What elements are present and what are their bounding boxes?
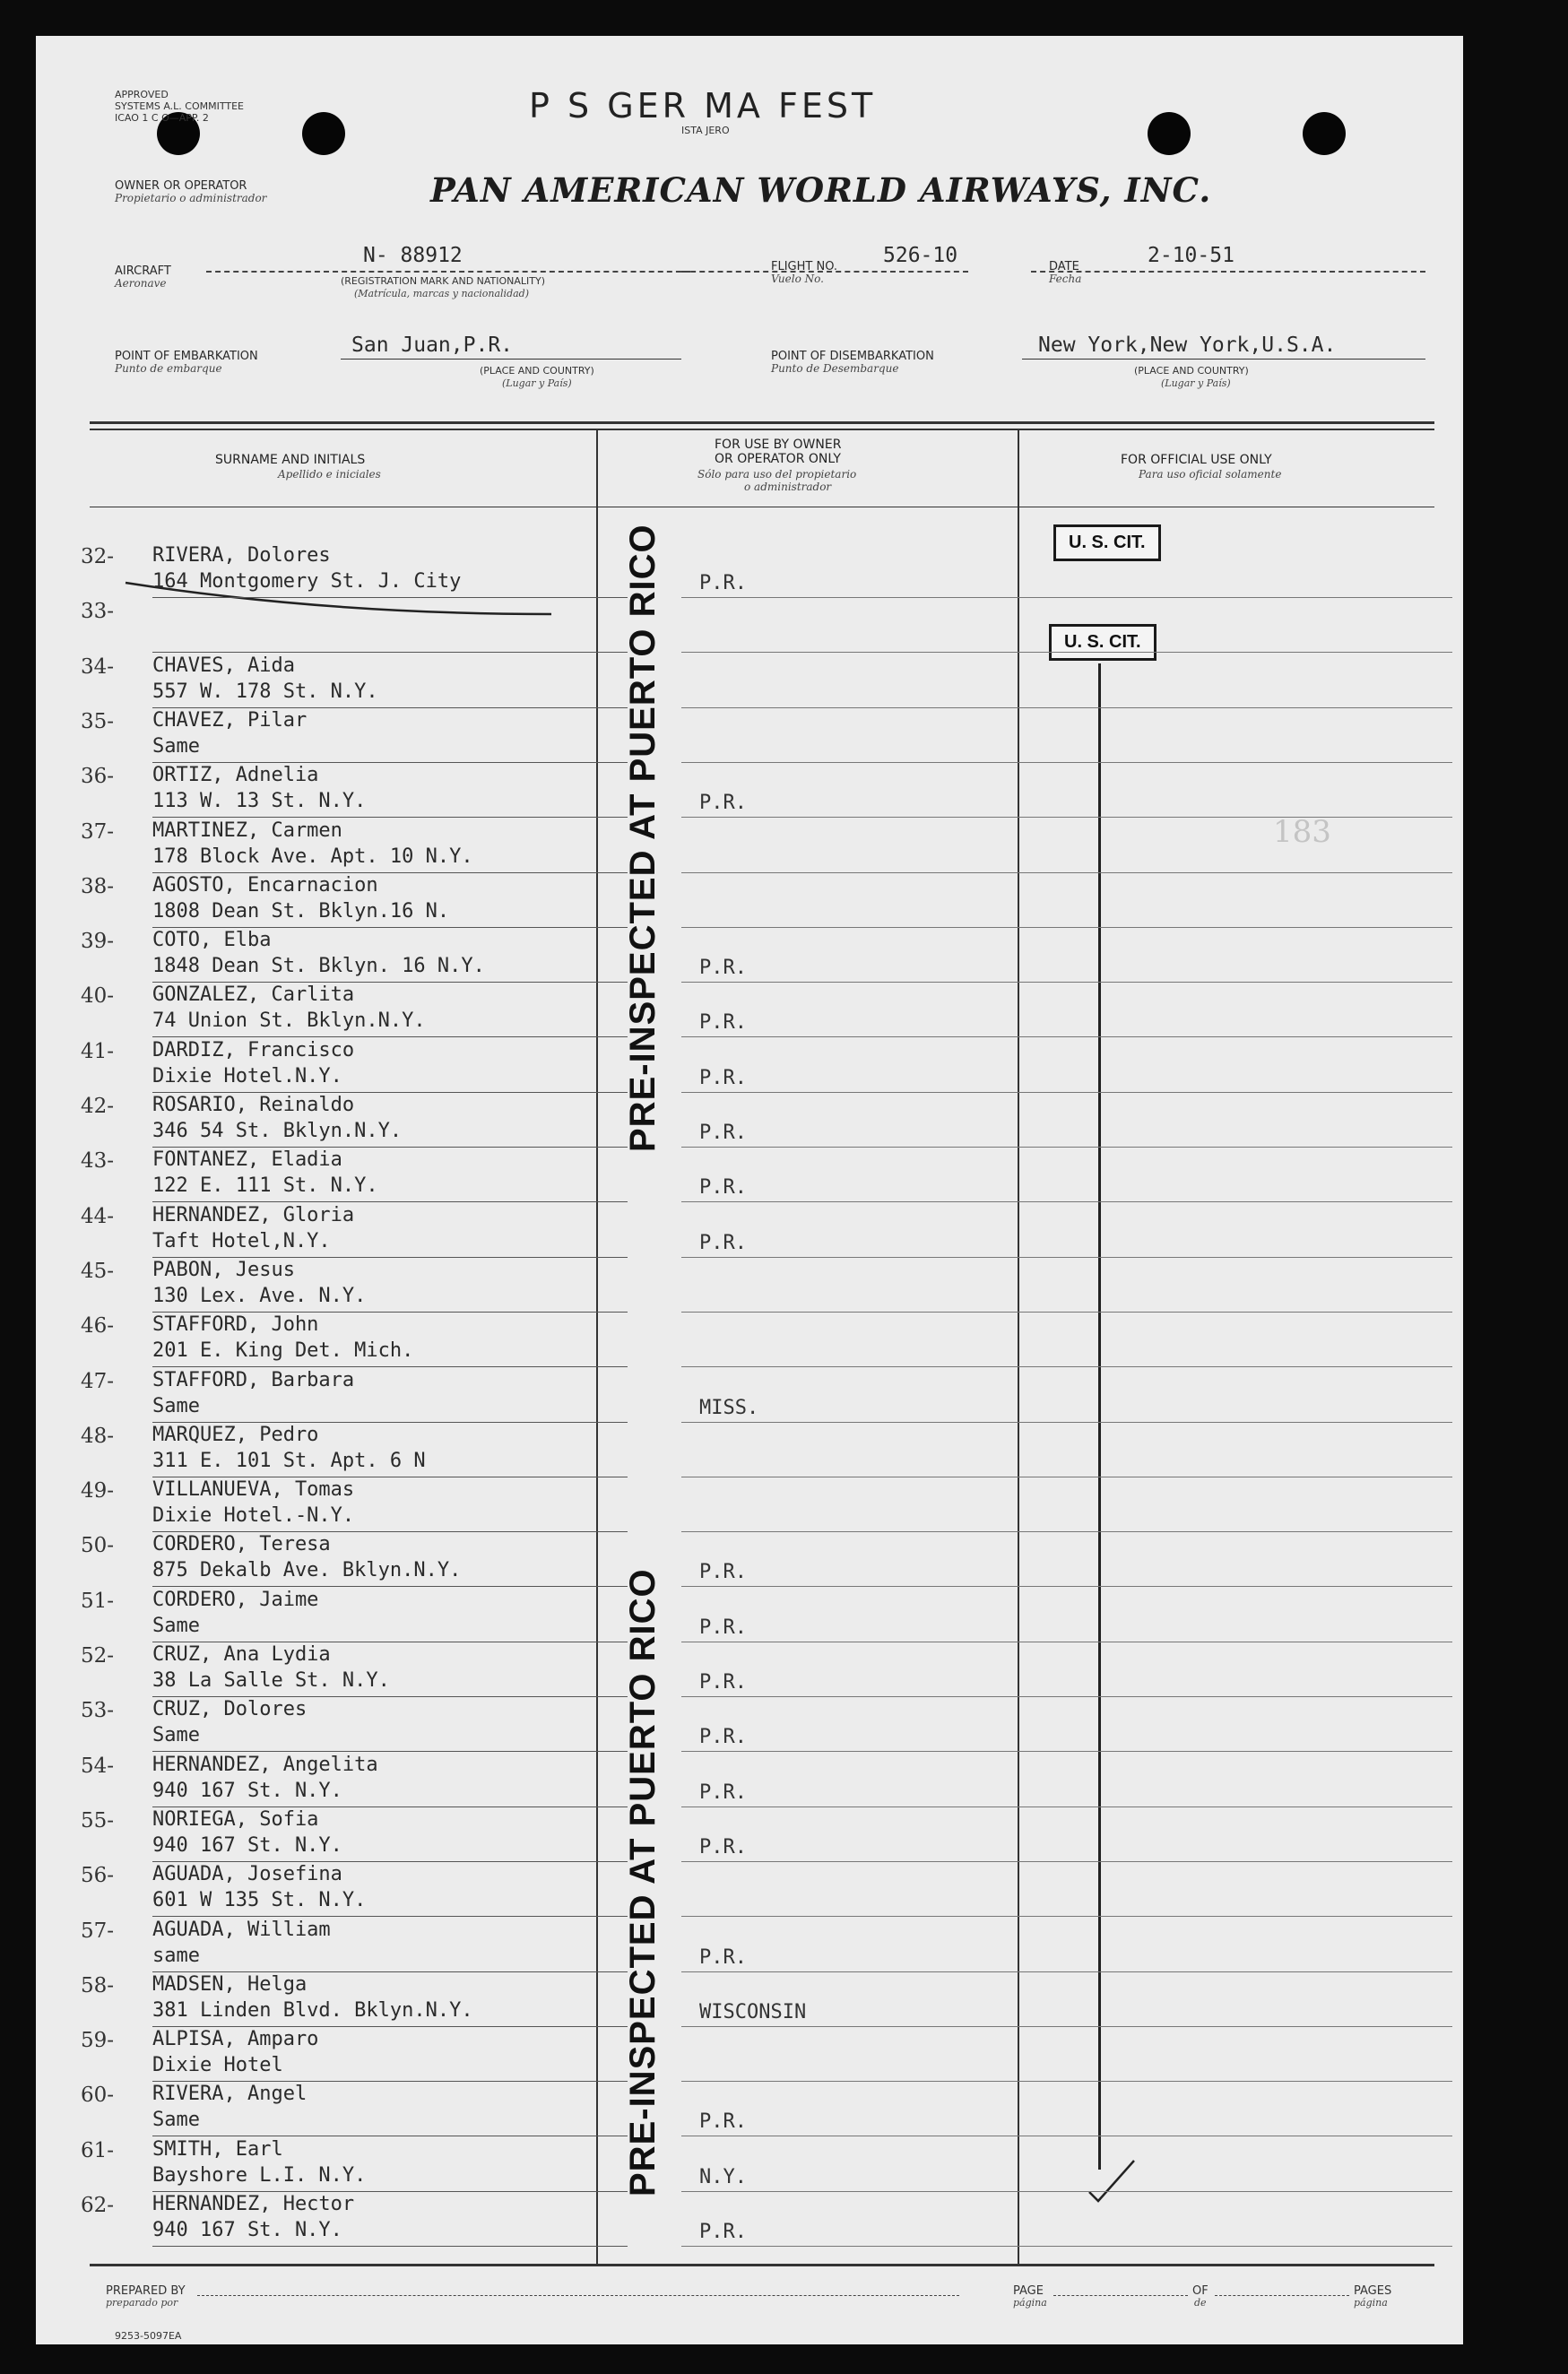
row-rule: [152, 2191, 628, 2192]
date-label-es: Fecha: [1049, 273, 1082, 285]
row-rule: [152, 1201, 628, 1202]
row-number: 61-: [81, 2139, 115, 2162]
owner-use-mark: P.R.: [699, 1726, 747, 1748]
row-rule: [152, 1312, 628, 1313]
row-rule-right: [681, 1916, 1452, 1917]
col-surname-header: SURNAME AND INITIALS: [215, 453, 366, 467]
row-rule-right: [681, 2246, 1452, 2247]
punch-hole-2: [302, 112, 345, 155]
pages-label: PAGES: [1354, 2284, 1392, 2298]
owner-use-mark: P.R.: [699, 2221, 747, 2243]
row-rule-right: [681, 1806, 1452, 1807]
aircraft-label: AIRCRAFT: [115, 264, 171, 278]
row-number: 59-: [81, 2029, 115, 2052]
passenger-address: Dixie Hotel: [152, 2054, 283, 2076]
approval-line-3: ICAO 1 C O—APP. 2: [115, 112, 209, 124]
owner-use-mark: P.R.: [699, 572, 747, 594]
passenger-name: COTO, Elba: [152, 929, 272, 951]
row-rule: [152, 762, 628, 763]
passenger-name: MARTINEZ, Carmen: [152, 819, 342, 842]
row-rule-right: [681, 2026, 1452, 2027]
passenger-address: 557 W. 178 St. N.Y.: [152, 680, 378, 703]
passenger-address: 601 W 135 St. N.Y.: [152, 1889, 367, 1911]
row-number: 47-: [81, 1370, 115, 1393]
row-rule: [152, 1751, 628, 1752]
passenger-address: 1808 Dean St. Bklyn.16 N.: [152, 900, 450, 923]
manifest-sheet: [36, 36, 1463, 2344]
row-number: 37-: [81, 820, 115, 844]
owner-use-mark: MISS.: [699, 1397, 759, 1419]
row-number: 60-: [81, 2084, 115, 2107]
disembark-caption: (PLACE AND COUNTRY): [1134, 365, 1249, 377]
row-rule-right: [681, 1092, 1452, 1093]
passenger-name: PABON, Jesus: [152, 1259, 295, 1281]
passenger-name: CORDERO, Teresa: [152, 1533, 331, 1555]
passenger-name: RIVERA, Dolores: [152, 544, 331, 567]
row-rule-right: [681, 1531, 1452, 1532]
row-rule: [152, 1861, 628, 1862]
approval-line-2: SYSTEMS A.L. COMMITTEE: [115, 100, 244, 112]
check-mark: [1085, 2152, 1139, 2205]
row-rule-right: [681, 1201, 1452, 1202]
preinspected-stamp-2: PRE-INSPECTED AT PUERTO RICO: [623, 1568, 663, 2196]
passenger-address: 381 Linden Blvd. Bklyn.N.Y.: [152, 1999, 473, 2022]
passenger-name: GONZALEZ, Carlita: [152, 983, 355, 1006]
passenger-address: Same: [152, 1724, 200, 1746]
passenger-name: AGUADA, Josefina: [152, 1863, 342, 1885]
passenger-name: CHAVES, Aida: [152, 654, 295, 677]
passenger-address: 940 167 St. N.Y.: [152, 2219, 342, 2241]
page-label: PAGE: [1013, 2284, 1044, 2298]
row-rule-right: [681, 1696, 1452, 1697]
approval-line-1: APPROVED: [115, 89, 169, 100]
owner-use-mark: P.R.: [699, 1176, 747, 1199]
row-rule: [152, 1422, 628, 1423]
owner-use-mark: P.R.: [699, 792, 747, 814]
row-number: 52-: [81, 1644, 115, 1668]
row-number: 41-: [81, 1040, 115, 1063]
registration-value: N- 88912: [363, 244, 463, 267]
row-rule-right: [681, 1036, 1452, 1037]
prepared-by-label-es: preparado por: [106, 2297, 178, 2309]
aircraft-label-es: Aeronave: [115, 277, 167, 290]
passenger-address: 130 Lex. Ave. N.Y.: [152, 1285, 367, 1307]
passenger-address: 346 54 St. Bklyn.N.Y.: [152, 1120, 403, 1142]
row-rule-right: [681, 2081, 1452, 2082]
date-value: 2-10-51: [1148, 244, 1234, 267]
flight-label-es: Vuelo No.: [771, 273, 824, 285]
passenger-address: Dixie Hotel.-N.Y.: [152, 1504, 355, 1527]
row-rule: [152, 927, 628, 928]
row-number: 46-: [81, 1314, 115, 1338]
flight-number: 526-10: [883, 244, 958, 267]
row-rule: [152, 1696, 628, 1697]
owner-use-mark: P.R.: [699, 1067, 747, 1089]
row-number: 54-: [81, 1755, 115, 1778]
col-owner-sub-1: Sólo para uso del propietario: [697, 468, 857, 481]
passenger-address: 38 La Salle St. N.Y.: [152, 1669, 390, 1692]
row-rule: [152, 872, 628, 873]
row-rule: [152, 2026, 628, 2027]
passenger-address: Bayshore L.I. N.Y.: [152, 2164, 367, 2187]
row-rule-right: [681, 1971, 1452, 1972]
passenger-name: HERNANDEZ, Gloria: [152, 1204, 355, 1226]
embark-label: POINT OF EMBARKATION: [115, 350, 258, 363]
passenger-address: 201 E. King Det. Mich.: [152, 1339, 414, 1362]
passenger-address: 178 Block Ave. Apt. 10 N.Y.: [152, 845, 473, 868]
row-rule-right: [681, 1422, 1452, 1423]
row-number: 50-: [81, 1534, 115, 1557]
us-cit-stamp-1: U. S. CIT.: [1053, 524, 1161, 561]
passenger-address: 875 Dekalb Ave. Bklyn.N.Y.: [152, 1559, 462, 1581]
owner-use-mark: P.R.: [699, 1781, 747, 1804]
owner-use-mark: WISCONSIN: [699, 2001, 807, 2023]
row-rule-right: [681, 817, 1452, 818]
row-number: 44-: [81, 1205, 115, 1228]
owner-use-mark: P.R.: [699, 1671, 747, 1694]
row-rule: [152, 817, 628, 818]
form-code: 9253-5097EA: [115, 2330, 182, 2342]
owner-use-mark: P.R.: [699, 1011, 747, 1034]
row-rule-right: [681, 762, 1452, 763]
owner-use-mark: P.R.: [699, 1946, 747, 1969]
row-rule-right: [681, 927, 1452, 928]
of-label: OF: [1192, 2284, 1208, 2298]
row-number: 53-: [81, 1699, 115, 1722]
row-rule-right: [681, 1751, 1452, 1752]
row-rule-right: [681, 652, 1452, 653]
punch-hole-3: [1148, 112, 1191, 155]
row-rule-right: [681, 2191, 1452, 2192]
row-number: 42-: [81, 1095, 115, 1118]
owner-use-mark: P.R.: [699, 1561, 747, 1583]
passenger-address: 74 Union St. Bklyn.N.Y.: [152, 1009, 426, 1032]
passenger-name: ORTIZ, Adnelia: [152, 764, 319, 786]
row-rule: [152, 1147, 628, 1148]
row-rule-right: [681, 597, 1452, 598]
row-number: 62-: [81, 2194, 115, 2217]
faint-number: 183: [1273, 814, 1331, 850]
row-rule: [152, 1092, 628, 1093]
row-number: 55-: [81, 1809, 115, 1832]
punch-hole-4: [1303, 112, 1346, 155]
embark-value: San Juan,P.R.: [351, 334, 514, 357]
passenger-address: Dixie Hotel.N.Y.: [152, 1065, 342, 1087]
row-number: 57-: [81, 1919, 115, 1943]
passenger-address: Same: [152, 735, 200, 758]
passenger-name: MARQUEZ, Pedro: [152, 1424, 319, 1446]
passenger-name: CRUZ, Dolores: [152, 1698, 308, 1720]
row-rule-right: [681, 1257, 1452, 1258]
passenger-name: STAFFORD, John: [152, 1313, 319, 1336]
owner-label-es: Propietario o administrador: [115, 192, 267, 204]
disembark-label-es: Punto de Desembarque: [771, 362, 899, 375]
prepared-by-label: PREPARED BY: [106, 2284, 186, 2298]
row-rule: [152, 597, 628, 598]
passenger-name: CHAVEZ, Pilar: [152, 709, 308, 732]
page-label-es: página: [1013, 2297, 1047, 2309]
passenger-name: NORIEGA, Sofia: [152, 1808, 319, 1831]
registration-caption-es: (Matrícula, marcas y nacionalidad): [354, 288, 529, 299]
airline-name: PAN AMERICAN WORLD AIRWAYS, INC.: [430, 170, 1212, 210]
passenger-address: 940 167 St. N.Y.: [152, 1834, 342, 1857]
row-number: 34-: [81, 655, 115, 679]
row-rule-right: [681, 1861, 1452, 1862]
passenger-address: Taft Hotel,N.Y.: [152, 1230, 331, 1252]
row-number: 38-: [81, 875, 115, 898]
col-owner-sub-2: o administrador: [744, 481, 832, 493]
row-number: 56-: [81, 1864, 115, 1887]
passenger-name: ROSARIO, Reinaldo: [152, 1094, 355, 1116]
passenger-name: HERNANDEZ, Hector: [152, 2193, 355, 2215]
row-number: 49-: [81, 1479, 115, 1503]
embark-caption-es: (Lugar y País): [502, 377, 572, 389]
owner-use-mark: N.Y.: [699, 2166, 747, 2188]
passenger-address: 122 E. 111 St. N.Y.: [152, 1174, 378, 1197]
owner-label: OWNER OR OPERATOR: [115, 179, 247, 193]
row-rule-right: [681, 1312, 1452, 1313]
passenger-address: Same: [152, 2109, 200, 2131]
row-number: 36-: [81, 765, 115, 788]
passenger-address: 940 167 St. N.Y.: [152, 1780, 342, 1802]
passenger-address: Same: [152, 1395, 200, 1417]
row-rule-right: [681, 1147, 1452, 1148]
row-number: 39-: [81, 930, 115, 953]
owner-use-mark: P.R.: [699, 1616, 747, 1639]
date-label: DATE: [1049, 260, 1079, 273]
row-rule-right: [681, 982, 1452, 983]
row-rule: [152, 2081, 628, 2082]
flight-label: FLIGHT NO.: [771, 260, 838, 273]
passenger-name: HERNANDEZ, Angelita: [152, 1754, 378, 1776]
pages-label-es: página: [1354, 2297, 1388, 2309]
passenger-address: 1848 Dean St. Bklyn. 16 N.Y.: [152, 955, 485, 977]
row-rule: [152, 1586, 628, 1587]
owner-use-mark: P.R.: [699, 1122, 747, 1144]
row-rule: [152, 982, 628, 983]
owner-use-mark: P.R.: [699, 2110, 747, 2133]
row-number: 45-: [81, 1260, 115, 1283]
embark-caption: (PLACE AND COUNTRY): [480, 365, 594, 377]
of-label-es: de: [1194, 2297, 1207, 2309]
row-number: 32-: [81, 545, 115, 568]
passenger-name: CORDERO, Jaime: [152, 1589, 319, 1611]
official-vertical-mark: [1098, 663, 1101, 2170]
row-number: 58-: [81, 1974, 115, 1997]
form-title: P S GER MA FEST: [529, 86, 877, 126]
row-rule: [152, 1036, 628, 1037]
embark-label-es: Punto de embarque: [115, 362, 222, 375]
row-rule: [152, 652, 628, 653]
passenger-name: MADSEN, Helga: [152, 1973, 308, 1996]
row-rule-right: [681, 1586, 1452, 1587]
passenger-name: ALPISA, Amparo: [152, 2028, 319, 2050]
passenger-address: same: [152, 1945, 200, 1967]
passenger-address: 113 W. 13 St. N.Y.: [152, 790, 367, 812]
row-rule-right: [681, 872, 1452, 873]
passenger-name: AGOSTO, Encarnacion: [152, 874, 378, 897]
passenger-name: DARDIZ, Francisco: [152, 1039, 355, 1061]
row-rule: [152, 1257, 628, 1258]
row-number: 35-: [81, 710, 115, 733]
row-rule: [152, 707, 628, 708]
col-surname-sub: Apellido e iniciales: [278, 468, 381, 481]
row-number: 51-: [81, 1590, 115, 1613]
row-rule-right: [681, 1366, 1452, 1367]
disembark-caption-es: (Lugar y País): [1161, 377, 1231, 389]
passenger-name: STAFFORD, Barbara: [152, 1369, 355, 1391]
owner-use-mark: P.R.: [699, 1232, 747, 1254]
disembark-label: POINT OF DISEMBARKATION: [771, 350, 934, 363]
form-title-sub: ISTA JERO: [681, 125, 730, 136]
row-number: 33-: [81, 600, 115, 623]
registration-caption: (REGISTRATION MARK AND NATIONALITY): [341, 275, 546, 287]
owner-use-mark: P.R.: [699, 957, 747, 979]
col-official-header: FOR OFFICIAL USE ONLY: [1121, 453, 1272, 467]
row-rule: [152, 1806, 628, 1807]
preinspected-stamp-1: PRE-INSPECTED AT PUERTO RICO: [623, 524, 663, 1152]
col-owner-header-1: FOR USE BY OWNER: [715, 438, 842, 452]
passenger-address: 311 E. 101 St. Apt. 6 N: [152, 1450, 426, 1472]
disembark-value: New York,New York,U.S.A.: [1038, 334, 1337, 357]
us-cit-stamp-2: U. S. CIT.: [1049, 624, 1157, 661]
row-rule: [152, 2246, 628, 2247]
row-rule: [152, 1971, 628, 1972]
passenger-name: SMITH, Earl: [152, 2138, 283, 2161]
row-number: 40-: [81, 984, 115, 1008]
col-owner-header-2: OR OPERATOR ONLY: [715, 452, 841, 466]
row-rule: [152, 1916, 628, 1917]
col-official-sub: Para uso oficial solamente: [1139, 468, 1282, 481]
passenger-name: AGUADA, William: [152, 1919, 331, 1941]
row-rule-right: [681, 707, 1452, 708]
row-number: 48-: [81, 1425, 115, 1448]
passenger-name: VILLANUEVA, Tomas: [152, 1478, 355, 1501]
owner-use-mark: P.R.: [699, 1836, 747, 1858]
passenger-name: RIVERA, Angel: [152, 2083, 308, 2105]
row-number: 43-: [81, 1149, 115, 1173]
row-rule: [152, 1531, 628, 1532]
passenger-address: Same: [152, 1615, 200, 1637]
passenger-name: FONTANEZ, Eladia: [152, 1148, 342, 1171]
passenger-name: CRUZ, Ana Lydia: [152, 1643, 331, 1666]
passenger-address: 164 Montgomery St. J. City: [152, 570, 462, 593]
row-rule: [152, 1366, 628, 1367]
